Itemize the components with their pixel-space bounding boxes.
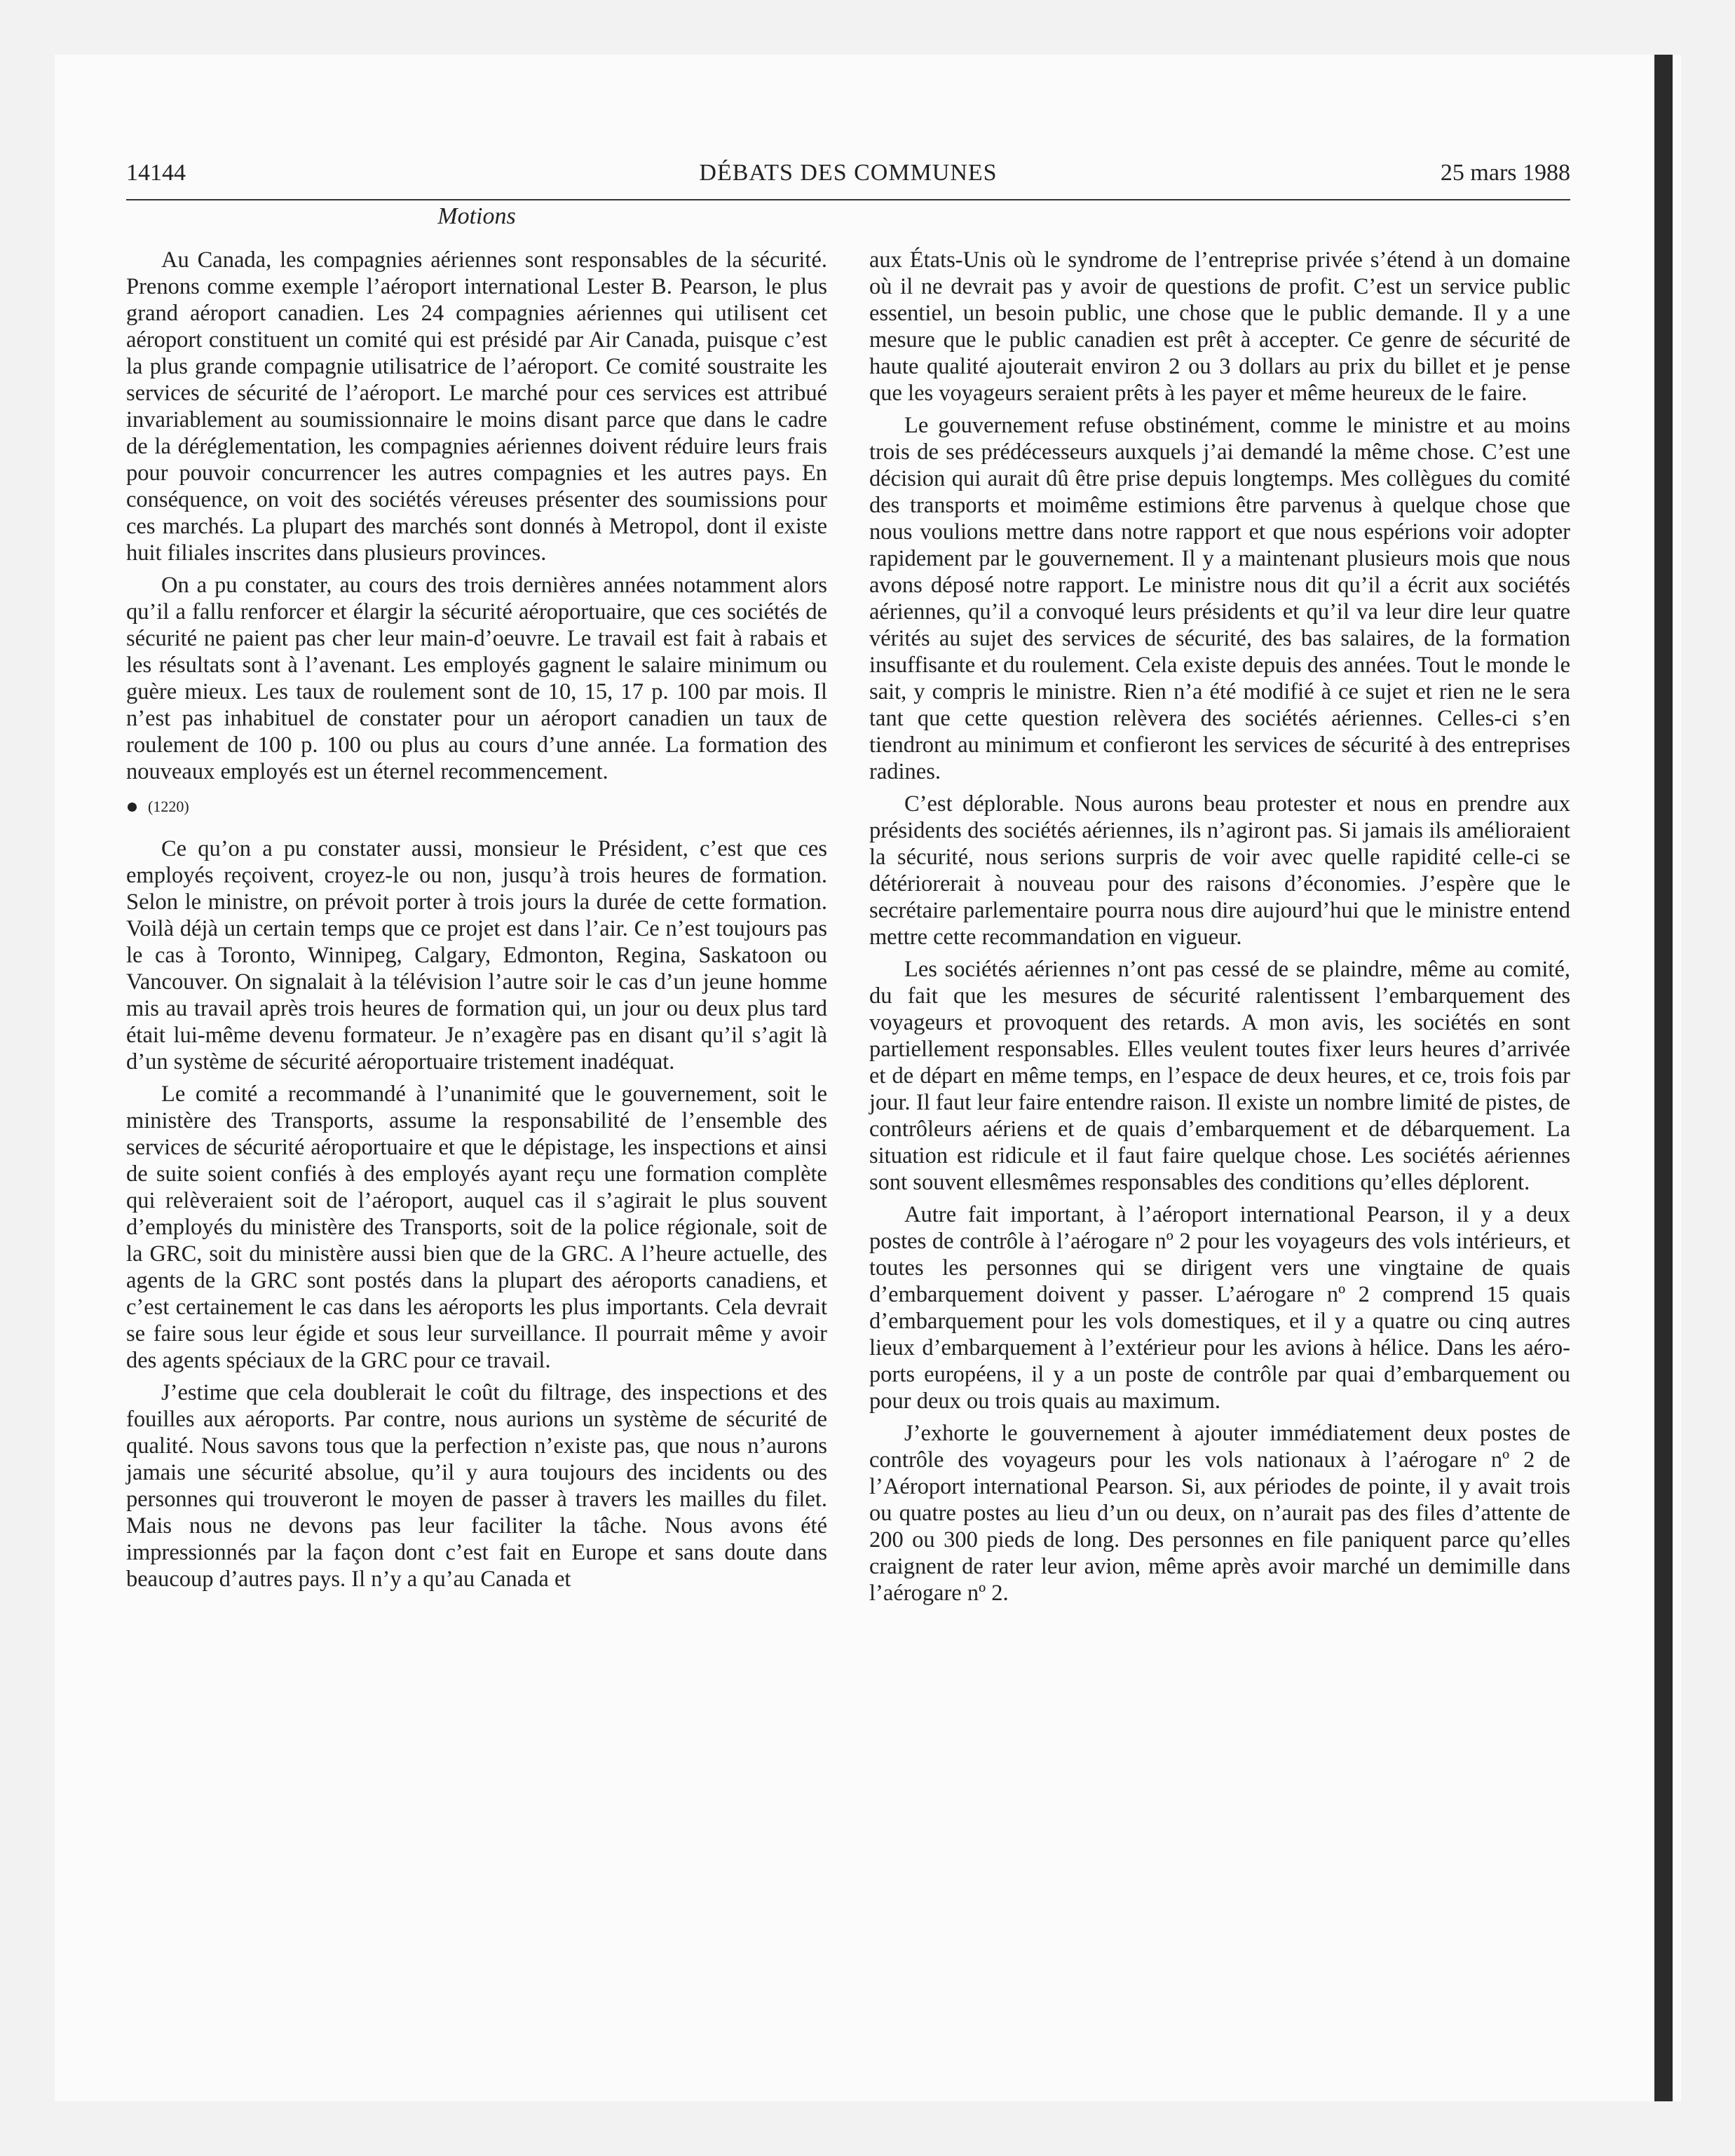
page-number: 14144 bbox=[126, 160, 186, 186]
paragraph: J’exhorte le gouvernement à ajouter immédiatement deux postes de contrôle des voyageurs pour les vols nationaux à l’aérogare nº 2 de l’Aéroport international Pearson. Si, aux périodes de pointe, il y avait trois ou quatre postes au lieu d’un ou deux, on n’aurait pas des files d’attente de 200 ou 300 pieds de long. Des personnes en file paniquent parce qu’elles craignent de rater leur avion, même après avoir marché un demimille dans l’aérogare nº 2. bbox=[869, 1421, 1570, 1606]
paragraph: Autre fait important, à l’aéroport international Pearson, il y a deux postes de contrôle à l’aérogare nº 2 pour les voyageurs des vols intérieurs, et toutes les personnes qui se dirigent vers une vingtaine de quais d’embarquement doivent y passer. L’aérogare nº 2 comprend 15 quais d’embarquement pour les vols domestiques, et il y a quatre ou cinq autres lieux d’embarquement à l’extérieur pour les avions à hélice. Dans les aéroports européens, il y a un poste de contrôle par quai d’embarquement ou pour deux ou trois quais au maximum. bbox=[869, 1202, 1570, 1414]
left-column bbox=[126, 247, 827, 1598]
paragraph: Le gouvernement refuse obstinément, comme le ministre et au moins trois de ses prédécesseurs auxquels j’ai demandé la même chose. C’est une décision qui aurait dû être prise depuis longtemps. Mes collègues du comité des transports et moimême estimions être parvenus à quelque chose que nous voulions mettre dans notre rapport et que nous espérions voir adopter rapidement par le gouvernement. Il y a maintenant plusieurs mois que nous avons déposé notre rapport. Le ministre nous dit qu’il a écrit aux sociétés aériennes, qu’il a convoqué leurs présidents et qu’il va leur dire leur quatre vérités au sujet des services de sécurité, des bas salaires, de la formation insuffisante et du roulement. Cela existe depuis des années. Tout le monde le sait, y compris le ministre. Rien n’a été modifié à ce sujet et rien ne le sera tant que cette question relèvera des sociétés aériennes. Celles-ci s’en tiendront au minimum et confieront les services de sécurité à des entreprises radines. bbox=[869, 413, 1570, 784]
paragraph: Au Canada, les compagnies aériennes sont responsables de la sécurité. Prenons comme exemple l’aéroport international Lester B. Pearson, le plus grand aéroport canadien. Les 24 compagnies aériennes qui utilisent cet aéroport constituent un comité qui est présidé par Air Canada, puisque c’est la plus grande compagnie utilisatrice de l’aéroport. Ce comité soustraite les services de sécurité de l’aéroport. Le marché pour ces services est attribué invariablement au soumissionnaire le moins disant parce que dans le cadre de la déréglementation, les compagnies aériennes doivent réduire leurs frais pour pouvoir concurrencer les autres compagnies et les autres pays. En conséquence, on voit des sociétés véreuses présenter des soumissions pour ces marchés. La plupart des marchés sont donnés à Metropol, dont il existe huit filiales inscrites dans plusieurs provinces. bbox=[126, 247, 827, 566]
bullet-icon bbox=[128, 803, 137, 812]
page-header bbox=[126, 160, 1570, 200]
paragraph: On a pu constater, au cours des trois dernières années notamment alors qu’il a fallu renforcer et élargir la sécurité aéroportuaire, que ces sociétés de sécurité ne paient pas cher leur main-d’oeuvre. Le travail est fait à rabais et les résultats sont à l’avenant. Les employés gagnent le salaire minimum ou guère mieux. Les taux de roulement sont de 10, 15, 17 p. 100 par mois. Il n’est pas inhabituel de constater pour un aéroport canadien un taux de roulement de 100 p. 100 ou plus au cours d’une année. La formation des nouveaux employés est un éternel recommencement. bbox=[126, 573, 827, 784]
paragraph: C’est déplorable. Nous aurons beau protester et nous en prendre aux présidents des sociétés aériennes, ils n’agiront pas. Si jamais ils amélioraient la sécurité, nous serions surpris de voir avec quelle rapidité celle-ci se détériorerait à nouveau pour des raisons d’économies. J’espère que le secrétaire parlementaire pourra nous dire aujourd’hui que le ministre entend mettre cette recommandation en vigueur. bbox=[869, 791, 1570, 950]
publication-title: DÉBATS DES COMMUNES bbox=[699, 160, 998, 186]
time-marker-label: (1220) bbox=[148, 798, 189, 815]
time-marker bbox=[126, 793, 827, 820]
paragraph: Les sociétés aériennes n’ont pas cessé de se plaindre, même au comité, du fait que les mesures de sécurité ralentissent l’embarquement des voyageurs et provoquent des retards. A mon avis, les sociétés en sont partiellement responsables. Elles veulent toutes fixer leurs heures d’arrivée et de départ en même temps, en l’espace de deux heures, et ce, trois fois par jour. Il faut leur faire entendre raison. Il existe un nombre limité de pistes, de contrôleurs aériens et de quais d’embarquement et de débarquement. La situation est ridicule et il faut faire quelque chose. Les sociétés aériennes sont souvent ellesmêmes responsables des conditions qu’elles déplorent. bbox=[869, 957, 1570, 1195]
page-date: 25 mars 1988 bbox=[1440, 160, 1570, 186]
paragraph: Le comité a recommandé à l’unanimité que le gouvernement, soit le ministère des Transports, assume la responsabilité de l’ensemble des services de sécurité aéroportuaire et que le dépistage, les inspections et ainsi de suite soient confiés à des employés ayant reçu une formation complète qui relèveraient soit de l’aéroport, auquel cas il s’agirait le plus souvent d’employés du ministère des Transports, soit de la police régionale, soit de la GRC, soit du ministère aussi bien que de la GRC. A l’heure actuelle, des agents de la GRC sont postés dans la plupart des aéroports canadiens, et c’est certainement le cas dans les aéroports les plus importants. Cela devrait se faire sous leur égide et sous leur surveillance. Il pourrait même y avoir des agents spéciaux de la GRC pour ce travail. bbox=[126, 1082, 827, 1373]
paragraph: J’estime que cela doublerait le coût du filtrage, des inspections et des fouilles aux aéroports. Par contre, nous aurions un système de sécurité de qualité. Nous savons tous que la perfection n’existe pas, que nous n’aurons jamais une sécurité absolue, qu’il y aura toujours des incidents ou des personnes qui trouveront le moyen de passer à travers les mailles du filet. Mais nous ne devons pas leur faciliter la tâche. Nous avons été impressionnés par la façon dont c’est fait en Europe et sans doute dans beaucoup d’autres pays. Il n’y a qu’au Canada et bbox=[126, 1380, 827, 1592]
binding-edge bbox=[1654, 55, 1673, 2101]
paragraph: aux États-Unis où le syndrome de l’entreprise privée s’étend à un domaine où il ne devrait pas y avoir de questions de profit. C’est un service public essentiel, un besoin public, une chose que le public demande. Il y a une mesure que le public canadien est prêt à accepter. Ce genre de sécurité de haute qualité ajouterait environ 2 ou 3 dollars au prix du billet et je pense que les voyageurs seraient prêts à les payer et même heureux de le faire. bbox=[869, 247, 1570, 406]
section-title: Motions bbox=[437, 203, 516, 229]
right-column bbox=[869, 247, 1570, 1612]
paragraph: Ce qu’on a pu constater aussi, monsieur le Président, c’est que ces employés reçoivent, croyez-le ou non, jusqu’à trois heures de formation. Selon le ministre, on prévoit porter à trois jours la durée de cette formation. Voilà déjà un certain temps que ce projet est dans l’air. Ce n’est toujours pas le cas à Toronto, Winnipeg, Calgary, Edmonton, Regina, Saskatoon ou Vancouver. On signalait à la télévision l’autre soir le cas d’un jeune homme mis au travail après trois heures de formation qui, un jour ou deux plus tard était lui-même devenu formateur. Je n’exagère pas en disant qu’il s’agit là d’un système de sécurité aéroportuaire tristement inadéquat. bbox=[126, 836, 827, 1074]
